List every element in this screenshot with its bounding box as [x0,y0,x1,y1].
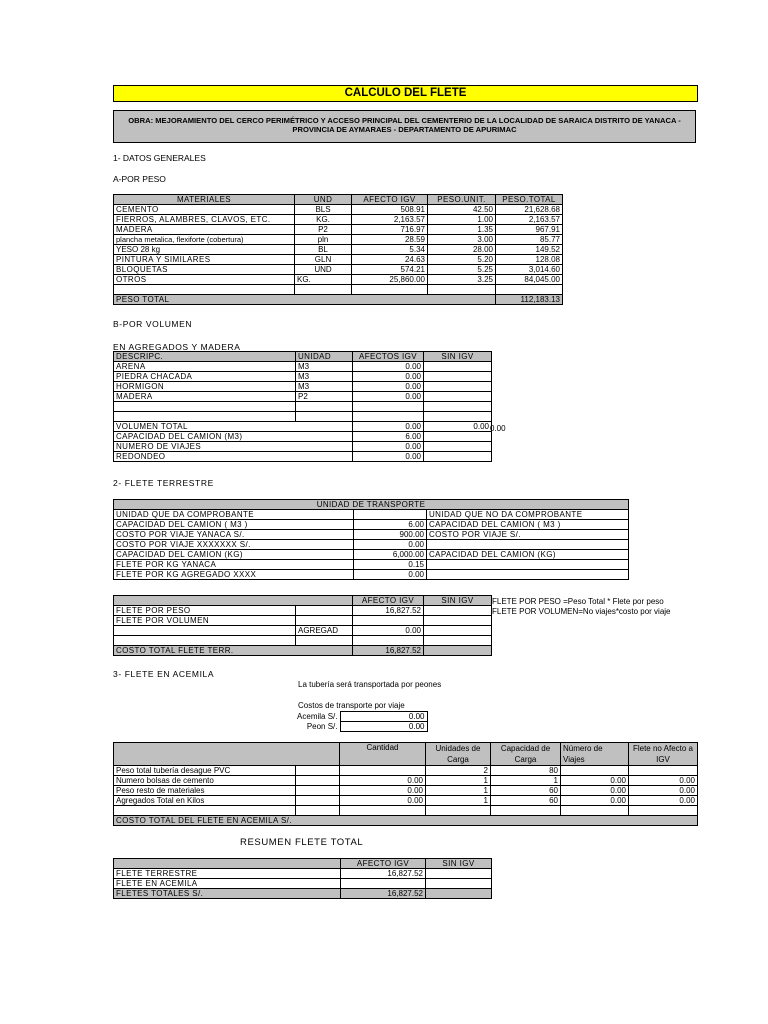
table-row [114,540,629,550]
table-row [114,372,492,382]
flete-terrestre-cell [424,626,492,636]
volumen-cell: 0.00 [353,382,424,392]
volumen-cell [424,392,492,402]
peso-header: PESO.TOTAL [496,195,563,205]
flete-terrestre-header-row [114,596,492,606]
peso-cell: 21,628.68 [496,205,563,215]
empty-cell [114,402,296,412]
peso-cell: 84,045.00 [496,275,563,285]
flete-terrestre-header [114,596,353,606]
table-row [114,255,563,265]
flete-volumen-note: FLETE POR VOLUMEN=No viajes*costo por viaje [492,607,671,616]
empty-cell [491,806,561,816]
table-row [114,570,629,580]
peso-cell: 1.35 [428,225,496,235]
acemila-header: Cantidad [340,743,426,766]
volumen-cell [424,362,492,372]
peso-cell: 85.77 [496,235,563,245]
peso-cell: 24.63 [352,255,428,265]
peso-header: PESO.UNIT. [428,195,496,205]
transporte-cell: 6.00 [354,520,427,530]
empty-cell [353,636,424,646]
transporte-cell [427,540,629,550]
peso-cell: UND [295,265,352,275]
acemila-header: Capacidad de Carga [491,743,561,766]
acemila-cell: 0.00 [629,776,698,786]
flete-terrestre-cell: 16,827.52 [353,606,424,616]
peso-header-row [114,195,563,205]
table-row [280,722,427,732]
table-row [114,786,698,796]
table-row [114,412,492,422]
transporte-cell [354,510,427,520]
table-row [280,712,427,722]
acemila-cell: 1 [491,776,561,786]
peso-cell: 5.20 [428,255,496,265]
volumen-cell: 0.00 [353,372,424,382]
empty-cell [426,806,491,816]
acemila-note: La tubería será transportada por peones [298,680,442,689]
table-row [114,806,698,816]
flete-terrestre-cell: 0.00 [353,626,424,636]
volumen-header-row [114,352,492,362]
resumen-total-row [114,889,492,899]
resumen-header: SIN IGV [426,859,492,869]
volumen-extra-value: 0.00 [490,424,506,433]
resumen-header [114,859,341,869]
table-row [114,879,492,889]
transporte-cell: 0.00 [354,570,427,580]
volumen-cell: 0.00 [353,392,424,402]
acemila-cell: Agregados Total en Kilos [114,796,296,806]
empty-cell [424,402,492,412]
peso-cell: 3.25 [428,275,496,285]
flete-terrestre-header: SIN IGV [424,596,492,606]
peso-cell: PINTURA Y SIMILARES [114,255,295,265]
costos-label: Costos de transporte por viaje [298,701,405,710]
resumen-total-value: 16,827.52 [341,889,426,899]
acemila-cell [629,766,698,776]
flete-terrestre-cell [353,616,424,626]
peso-cell: pln [295,235,352,245]
acemila-cell [340,766,426,776]
acemila-header: Flete no Afecto a IGV [629,743,698,766]
acemila-cell: 0.00 [340,796,426,806]
transporte-cell: 900.00 [354,530,427,540]
empty-cell [424,412,492,422]
flete-terrestre-total-value: 16,827.52 [353,646,424,656]
table-row [114,392,492,402]
volumen-summary-label: REDONDEO [114,452,353,462]
empty-cell [296,766,340,776]
peso-total-value: 112,183.13 [496,295,563,305]
transporte-cell: CAPACIDAD DEL CAMION ( M3 ) [427,520,629,530]
peso-cell: 149.52 [496,245,563,255]
peso-cell: KG. [295,275,352,285]
transporte-cell: COSTO POR VIAJE S/. [427,530,629,540]
resumen-total-label: FLETES TOTALES S/. [114,889,341,899]
section-resumen: RESUMEN FLETE TOTAL [240,837,364,848]
empty-cell [296,776,340,786]
volumen-header: SIN IGV [424,352,492,362]
volumen-table [113,351,492,462]
volumen-summary-value [424,442,492,452]
table-row [114,520,629,530]
peso-cell: YESO 28 kg [114,245,295,255]
empty-cell [340,806,426,816]
flete-terrestre-total-row [114,646,492,656]
transporte-cell: FLETE POR KG YANACA [114,560,354,570]
acemila-cell: 0.00 [340,776,426,786]
transporte-header-row [114,500,629,510]
acemila-total-row [114,816,698,826]
peso-cell: 3.00 [428,235,496,245]
table-row [114,382,492,392]
costo-label: Acemila S/. [297,712,338,721]
peso-cell: 128.08 [496,255,563,265]
table-row [114,442,492,452]
table-row [114,275,563,285]
acemila-cell: 2 [426,766,491,776]
volumen-cell: PIEDRA CHACADA [114,372,296,382]
table-row [114,362,492,372]
acemila-cell: 1 [426,776,491,786]
resumen-table [113,858,492,899]
flete-terrestre-cell [114,626,296,636]
flete-terrestre-cell [424,606,492,616]
volumen-summary-value: 0.00 [353,442,424,452]
empty-cell [424,636,492,646]
table-row [114,796,698,806]
costo-label: Peon S/. [306,722,338,731]
table-row [114,285,563,295]
peso-cell: GLN [295,255,352,265]
peso-cell: P2 [295,225,352,235]
volumen-header: UNIDAD [296,352,353,362]
empty-cell [114,806,296,816]
section-agregados-madera: EN AGREGADOS Y MADERA [113,342,241,352]
peso-cell: 716.97 [352,225,428,235]
peso-cell: plancha metalica, flexiforte (cobertura) [114,235,295,245]
flete-terrestre-cell [296,616,353,626]
acemila-header: Número de Viajes [561,743,629,766]
acemila-cell: 60 [491,796,561,806]
section-por-peso: A-POR PESO [113,174,166,184]
peso-cell: 5.25 [428,265,496,275]
table-row [114,560,629,570]
section-por-volumen: B-POR VOLUMEN [113,319,193,329]
table-row [114,766,698,776]
empty-cell [296,806,340,816]
empty-cell [629,806,698,816]
volumen-cell: ARENA [114,362,296,372]
volumen-cell: P2 [296,392,353,402]
volumen-header: DESCRIPC. [114,352,296,362]
peso-cell: 3,014.60 [496,265,563,275]
section-flete-acemila: 3- FLETE EN ACEMILA [113,669,215,679]
empty-cell [426,889,492,899]
acemila-header [114,743,340,766]
table-row [114,510,629,520]
transporte-cell: 6,000.00 [354,550,427,560]
peso-table [113,194,563,305]
volumen-summary-value: 0.00 [353,452,424,462]
table-row [114,616,492,626]
resumen-cell: FLETE TERRESTRE [114,869,341,879]
flete-terrestre-header: AFECTO IGV [353,596,424,606]
table-row [114,205,563,215]
empty-cell [114,412,296,422]
acemila-cell: 0.00 [340,786,426,796]
volumen-cell [424,372,492,382]
table-row [114,636,492,646]
acemila-cell: Peso resto de materiales [114,786,296,796]
peso-cell: BLS [295,205,352,215]
transporte-header: UNIDAD DE TRANSPORTE [114,500,629,510]
empty-cell [353,402,424,412]
acemila-cell: 0.00 [561,786,629,796]
acemila-total-label: COSTO TOTAL DEL FLETE EN ACEMILA S/. [114,816,698,826]
flete-terrestre-cell: AGREGAD [296,626,353,636]
flete-terrestre-cell [424,616,492,626]
section-datos-generales: 1- DATOS GENERALES [113,153,206,163]
resumen-cell: 16,827.52 [341,869,426,879]
empty-cell [428,285,496,295]
costo-value: 0.00 [340,722,427,732]
acemila-cell: Peso total tubería desague PVC [114,766,296,776]
peso-cell: 25,860.00 [352,275,428,285]
acemila-cell: 1 [426,786,491,796]
volumen-cell: M3 [296,382,353,392]
obra-description: OBRA: MEJORAMIENTO DEL CERCO PERIMÉTRICO Y ACCESO PRINCIPAL DEL CEMENTERIO DE LA LOCALIDAD DE SARAICA DISTRITO DE YANACA - PROVINCIA DE AYMARAES - DEPARTAMENTO DE APURIMAC [113,110,696,143]
peso-cell: 508.91 [352,205,428,215]
table-row [114,245,563,255]
table-row [114,265,563,275]
table-row [114,225,563,235]
volumen-summary-label: VOLUMEN TOTAL [114,422,353,432]
empty-cell [496,285,563,295]
transporte-cell: FLETE POR KG AGREGADO XXXX [114,570,354,580]
empty-cell [296,636,353,646]
table-row [114,235,563,245]
empty-cell [295,285,352,295]
table-row [114,452,492,462]
flete-peso-note: FLETE POR PESO =Peso Total * Flete por peso [492,597,664,606]
peso-cell: OTROS [114,275,295,285]
volumen-cell: M3 [296,362,353,372]
flete-terrestre-cell [296,606,353,616]
transporte-cell: 0.00 [354,540,427,550]
peso-total-label: PESO TOTAL [114,295,496,305]
acemila-header: Unidades de Carga [426,743,491,766]
flete-terrestre-cell: FLETE POR VOLUMEN [114,616,296,626]
resumen-cell [426,869,492,879]
volumen-cell: 0.00 [353,362,424,372]
acemila-cell: 0.00 [629,786,698,796]
resumen-cell [341,879,426,889]
resumen-header-row [114,859,492,869]
empty-cell [352,285,428,295]
empty-cell [114,285,295,295]
empty-cell [424,646,492,656]
transporte-cell [427,570,629,580]
table-row [114,215,563,225]
transporte-cell: UNIDAD QUE DA COMPROBANTE [114,510,354,520]
transporte-cell: CAPACIDAD DEL CAMION (KG) [114,550,354,560]
flete-terrestre-table [113,595,492,656]
transporte-cell: CAPACIDAD DEL CAMION (KG) [427,550,629,560]
volumen-summary-label: NUMERO DE VIAJES [114,442,353,452]
table-row [114,606,492,616]
volumen-summary-value: 0.00 [424,422,492,432]
peso-cell: FIERROS, ALAMBRES, CLAVOS, ETC. [114,215,295,225]
table-row [114,869,492,879]
empty-cell [296,412,353,422]
table-row [114,402,492,412]
volumen-summary-value: 6.00 [353,432,424,442]
table-row [114,422,492,432]
empty-cell [296,796,340,806]
peso-cell: 967.91 [496,225,563,235]
peso-cell: BLOQUETAS [114,265,295,275]
table-row [114,530,629,540]
page-title: CALCULO DEL FLETE [113,85,698,102]
peso-cell: 2,163.57 [352,215,428,225]
peso-cell: 2,163.57 [496,215,563,225]
transporte-cell: UNIDAD QUE NO DA COMPROBANTE [427,510,629,520]
acemila-cell: 80 [491,766,561,776]
peso-cell: 574.21 [352,265,428,275]
peso-cell: 5.34 [352,245,428,255]
empty-cell [353,412,424,422]
costos-table [280,711,428,732]
peso-header: MATERIALES [114,195,295,205]
acemila-cell: 0.00 [561,796,629,806]
acemila-cell: Numero bolsas de cemento [114,776,296,786]
table-row [114,550,629,560]
resumen-cell [426,879,492,889]
table-row [114,432,492,442]
resumen-header: AFECTO IGV [341,859,426,869]
peso-cell: MADERA [114,225,295,235]
transporte-table [113,499,629,580]
peso-header: UND [295,195,352,205]
acemila-header-row [114,743,698,766]
peso-total-row [114,295,563,305]
acemila-cell [561,766,629,776]
empty-cell [561,806,629,816]
volumen-cell: M3 [296,372,353,382]
empty-cell [296,402,353,412]
peso-header: AFECTO IGV [352,195,428,205]
costo-value: 0.00 [340,712,427,722]
volumen-cell: MADERA [114,392,296,402]
acemila-table [113,742,698,826]
volumen-summary-label: CAPACIDAD DEL CAMION (M3) [114,432,353,442]
peso-cell: CEMENTO [114,205,295,215]
resumen-cell: FLETE EN ACEMILA [114,879,341,889]
acemila-cell: 0.00 [561,776,629,786]
flete-terrestre-cell: FLETE POR PESO [114,606,296,616]
table-row [114,776,698,786]
volumen-summary-value [424,432,492,442]
transporte-cell: CAPACIDAD DEL CAMION ( M3 ) [114,520,354,530]
peso-cell: 1.00 [428,215,496,225]
empty-cell [114,636,296,646]
volumen-cell: HORMIGON [114,382,296,392]
section-flete-terrestre: 2- FLETE TERRESTRE [113,478,214,488]
acemila-cell: 60 [491,786,561,796]
peso-cell: KG. [295,215,352,225]
flete-terrestre-total-label: COSTO TOTAL FLETE TERR. [114,646,353,656]
empty-cell [296,786,340,796]
table-row [114,626,492,636]
peso-cell: 42.50 [428,205,496,215]
transporte-cell: 0.15 [354,560,427,570]
transporte-cell [427,560,629,570]
transporte-cell: COSTO POR VIAJE XXXXXXX S/. [114,540,354,550]
peso-cell: BL [295,245,352,255]
acemila-cell: 0.00 [629,796,698,806]
volumen-summary-value: 0.00 [353,422,424,432]
volumen-header: AFECTOS IGV [353,352,424,362]
volumen-summary-value [424,452,492,462]
transporte-cell: COSTO POR VIAJE YANACA S/. [114,530,354,540]
acemila-cell: 1 [426,796,491,806]
peso-cell: 28.00 [428,245,496,255]
volumen-cell [424,382,492,392]
peso-cell: 28.59 [352,235,428,245]
